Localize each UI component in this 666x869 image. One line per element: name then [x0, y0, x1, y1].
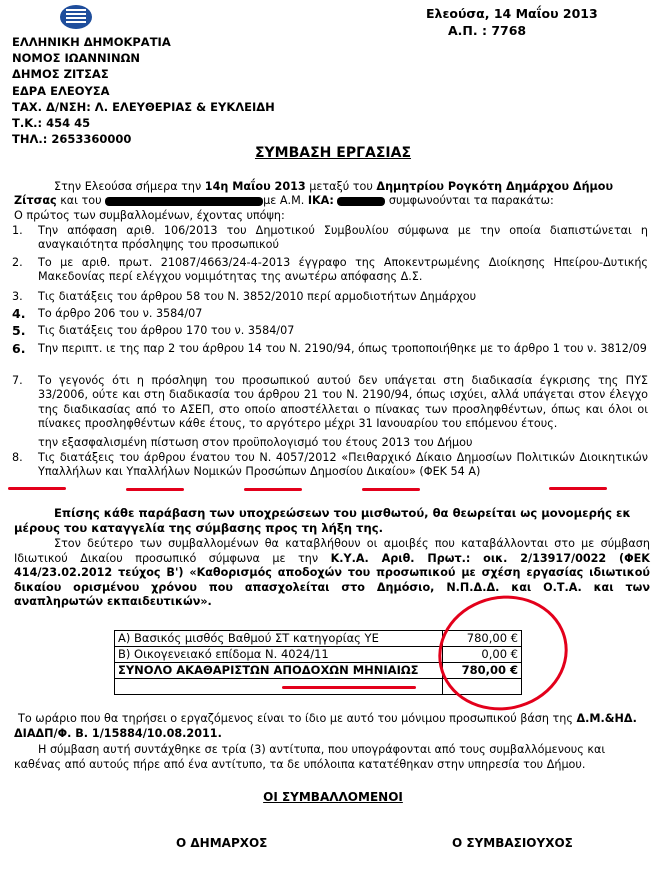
cut-mark	[362, 488, 420, 491]
cut-mark	[8, 487, 66, 490]
redacted-name	[105, 197, 263, 206]
breach-paragraph: Επίσης κάθε παράβαση των υποχρεώσεων του μισθωτού, θα θεωρείται ως μονομερής εκ μέρους του καταγγελία της σύμβασης προς τη λήξη της.	[14, 506, 631, 535]
list-item: 8. Τις διατάξεις του άρθρου ένατου του Ν. 4057/2012 «Πειθαρχικό Δίκαιο Δημοσίων Πολιτικών Διοικητικών Υπαλλήλων και Υπαλλήλων Νομικών Προσώπων Δημοσίου Δικαίου» (ΦΕΚ 54 Α)	[12, 451, 648, 479]
kya-reference: Κ.Υ.Α. Αριθ. Πρωτ.: οικ. 2/13917/0022 (ΦΕΚ 414/23.02.2012 τεύχος Β') «Καθορισμός αποδοχών του προσωπικού με σχέση εργασίας ιδιωτικού δικαίου ορισμένου χρόνου που απασχολείται στο Δημόσιο, Ν.Π.Δ.Δ. και Ο.Τ.Α. και των αναπληρωτών εκπαιδευτικών».	[14, 551, 650, 608]
intro-paragraph	[14, 180, 650, 194]
org-line: ΕΛΛΗΝΙΚΗ ΔΗΜΟΚΡΑΤΙΑ	[12, 35, 171, 49]
document-title: ΣΥΜΒΑΣΗ ΕΡΓΑΣΙΑΣ	[254, 145, 412, 161]
considerations-intro: Ο πρώτος των συμβαλλομένων, έχοντας υπόψη:	[14, 209, 285, 222]
payment-paragraph	[14, 537, 650, 610]
ika-label: ΙΚΑ:	[307, 194, 334, 207]
contract-date: 14η Μαΐου 2013	[204, 180, 306, 193]
org-line: ΤΑΧ. Δ/ΝΣΗ: Λ. ΕΛΕΥΘΕΡΙΑΣ & ΕΥΚΛΕΙΔΗ	[12, 99, 275, 114]
mayor-signature-label: Ο ΔΗΜΑΡΧΟΣ	[176, 836, 268, 850]
hours-paragraph	[14, 712, 650, 741]
greek-emblem-icon	[58, 4, 94, 30]
salary-label: Β) Οικογενειακό επίδομα Ν. 4024/11	[115, 647, 443, 663]
redacted-ika-number	[337, 197, 385, 206]
org-line: ΔΗΜΟΣ ΖΙΤΣΑΣ	[12, 67, 109, 82]
protocol-number: Α.Π. : 7768	[448, 23, 527, 38]
hours-reference: Δ.Μ.&ΗΔ. ΔΙΑΔΠ/Φ. Β. 1/15884/10.08.2011.	[14, 712, 637, 740]
cut-mark	[244, 488, 302, 491]
org-line: Τ.Κ.: 454 45	[12, 116, 91, 131]
org-line: ΤΗΛ.: 2653360000	[12, 132, 132, 147]
cut-mark	[126, 488, 184, 491]
intro-text: Στην Ελεούσα σήμερα την	[54, 180, 205, 193]
salary-amount: 0,00 €	[443, 647, 522, 663]
intro-text: και του	[56, 194, 106, 207]
org-line: ΝΟΜΟΣ ΙΩΑΝΝΙΝΩΝ	[12, 51, 140, 66]
municipality-name: Ζίτσας	[14, 194, 57, 207]
salary-amount: 780,00 €	[443, 631, 522, 647]
copies-paragraph: Η σύμβαση αυτή συντάχθηκε σε τρία (3) αντίτυπα, που υπογράφονται από τους συμβαλλόμενους και καθένας από αυτούς πήρε από ένα αντίτυπο, τα δε υπόλοιπα κατατέθηκαν στην υπηρεσία του Δήμου.	[14, 743, 606, 771]
total-amount: 780,00 €	[443, 663, 522, 679]
red-underline-annotation	[282, 686, 416, 689]
total-label: ΣΥΝΟΛΟ ΑΚΑΘΑΡΙΣΤΩΝ ΑΠΟΔΟΧΩΝ ΜΗΝΙΑΙΩΣ	[115, 663, 443, 679]
payment-text: Στον δεύτερο των συμβαλλομένων θα καταβλήθουν οι αμοιβές που καταβάλλονται στο με σύμβαση Ιδιωτικού Δικαίου προσωπικό σύμφωνα με την	[14, 537, 650, 565]
mayor-name: Δημητρίου Ρογκότη Δημάρχου Δήμου	[376, 180, 614, 193]
organization-header	[12, 34, 275, 147]
contractor-signature-label: Ο ΣΥΜΒΑΣΙΟΥΧΟΣ	[452, 836, 573, 850]
date-line: Ελεούσα, 14 Μαΐου 2013	[426, 6, 598, 21]
hours-text: Το ωράριο που θα τηρήσει ο εργαζόμενος είναι το ίδιο με αυτό του μόνιμου προσωπικού βάση της	[18, 712, 577, 725]
intro-text: με Α.Μ.	[263, 194, 308, 207]
date-block	[426, 5, 598, 39]
intro-text: συμφωνούνται τα παρακάτω:	[385, 194, 554, 207]
cut-mark	[549, 487, 607, 490]
salary-label: Α) Βασικός μισθός Βαθμού ΣΤ κατηγορίας ΥΕ	[115, 631, 443, 647]
org-line: ΕΔΡΑ ΕΛΕΟΥΣΑ	[12, 83, 110, 98]
intro-paragraph-2	[14, 194, 650, 208]
parties-heading: ΟΙ ΣΥΜΒΑΛΛΟΜΕΝΟΙ	[263, 790, 403, 804]
intro-text: μεταξύ του	[305, 180, 377, 193]
